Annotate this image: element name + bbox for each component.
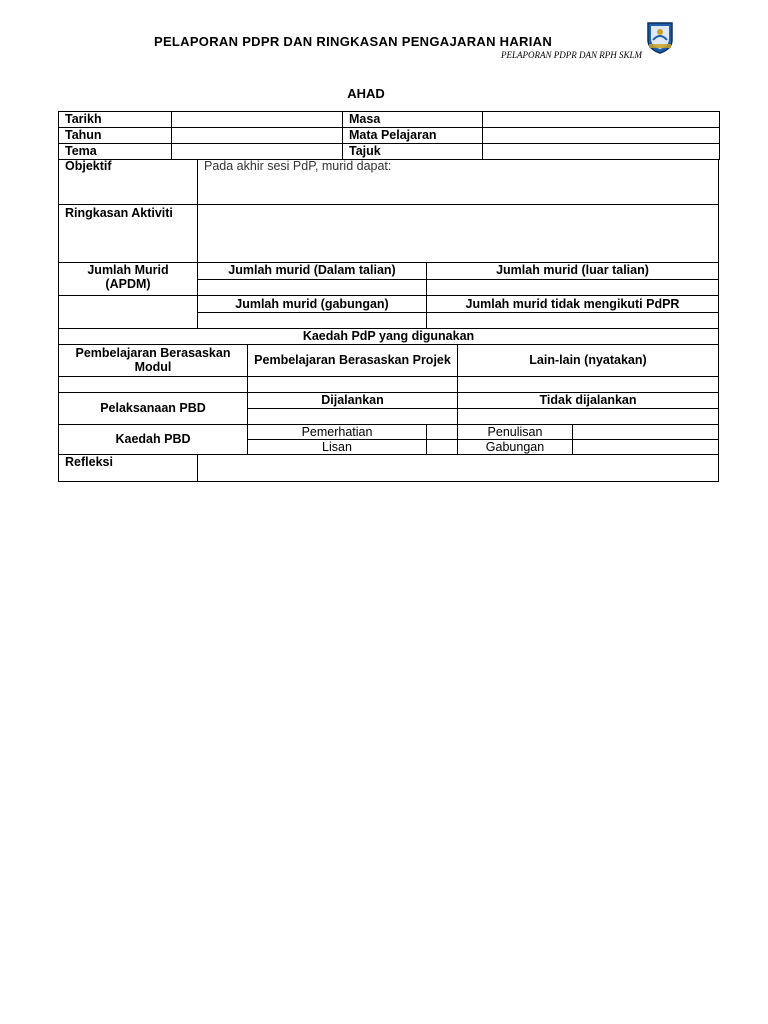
modul-label: Pembelajaran Berasaskan Modul (59, 344, 248, 376)
refleksi-label: Refleksi (59, 454, 198, 481)
objektif-label: Objektif (59, 159, 198, 204)
tahun-label: Tahun (59, 128, 172, 144)
tarikh-field[interactable] (172, 112, 343, 128)
tema-label: Tema (59, 144, 172, 160)
projek-label: Pembelajaran Berasaskan Projek (248, 344, 458, 376)
gabungan-pbd-label: Gabungan (458, 439, 573, 454)
gabungan-field[interactable] (198, 312, 427, 328)
masa-label: Masa (343, 112, 483, 128)
lisan-label: Lisan (248, 439, 427, 454)
pemerhatian-checkbox[interactable] (427, 424, 458, 439)
objektif-field[interactable]: Pada akhir sesi PdP, murid dapat: (198, 159, 719, 204)
mata-pelajaran-label: Mata Pelajaran (343, 128, 483, 144)
dalam-talian-label: Jumlah murid (Dalam talian) (198, 262, 427, 279)
info-table (58, 111, 720, 160)
pemerhatian-label: Pemerhatian (248, 424, 427, 439)
tidak-mengikuti-label: Jumlah murid tidak mengikuti PdPR (427, 295, 719, 312)
gabungan-label: Jumlah murid (gabungan) (198, 295, 427, 312)
school-crest-icon (646, 20, 674, 54)
main-table (58, 159, 719, 482)
kaedah-pdp-heading: Kaedah PdP yang digunakan (59, 328, 719, 344)
ringkasan-label: Ringkasan Aktiviti (59, 204, 198, 262)
jumlah-murid-label: Jumlah Murid (APDM) (59, 262, 198, 295)
dijalankan-field[interactable] (248, 408, 458, 424)
modul-field[interactable] (59, 376, 248, 392)
refleksi-field[interactable] (198, 454, 719, 481)
dalam-talian-field[interactable] (198, 279, 427, 295)
lain-lain-label: Lain-lain (nyatakan) (458, 344, 719, 376)
penulisan-checkbox[interactable] (573, 424, 719, 439)
jumlah-murid-blank (59, 295, 198, 328)
tidak-dijalankan-field[interactable] (458, 408, 719, 424)
tarikh-label: Tarikh (59, 112, 172, 128)
ringkasan-field[interactable] (198, 204, 719, 262)
luar-talian-label: Jumlah murid (luar talian) (427, 262, 719, 279)
tema-field[interactable] (172, 144, 343, 160)
gabungan-pbd-checkbox[interactable] (573, 439, 719, 454)
kaedah-pbd-label: Kaedah PBD (59, 424, 248, 454)
masa-field[interactable] (483, 112, 720, 128)
day-heading: AHAD (347, 86, 385, 101)
projek-field[interactable] (248, 376, 458, 392)
pelaksanaan-pbd-label: Pelaksanaan PBD (59, 392, 248, 424)
penulisan-label: Penulisan (458, 424, 573, 439)
tidak-mengikuti-field[interactable] (427, 312, 719, 328)
page-title: PELAPORAN PDPR DAN RINGKASAN PENGAJARAN HARIAN (153, 34, 553, 49)
lisan-checkbox[interactable] (427, 439, 458, 454)
lain-lain-field[interactable] (458, 376, 719, 392)
tahun-field[interactable] (172, 128, 343, 144)
tajuk-label: Tajuk (343, 144, 483, 160)
page-subtitle: PELAPORAN PDPR DAN RPH SKLM (501, 50, 642, 60)
dijalankan-label: Dijalankan (248, 392, 458, 408)
luar-talian-field[interactable] (427, 279, 719, 295)
mata-pelajaran-field[interactable] (483, 128, 720, 144)
tidak-dijalankan-label: Tidak dijalankan (458, 392, 719, 408)
tajuk-field[interactable] (483, 144, 720, 160)
